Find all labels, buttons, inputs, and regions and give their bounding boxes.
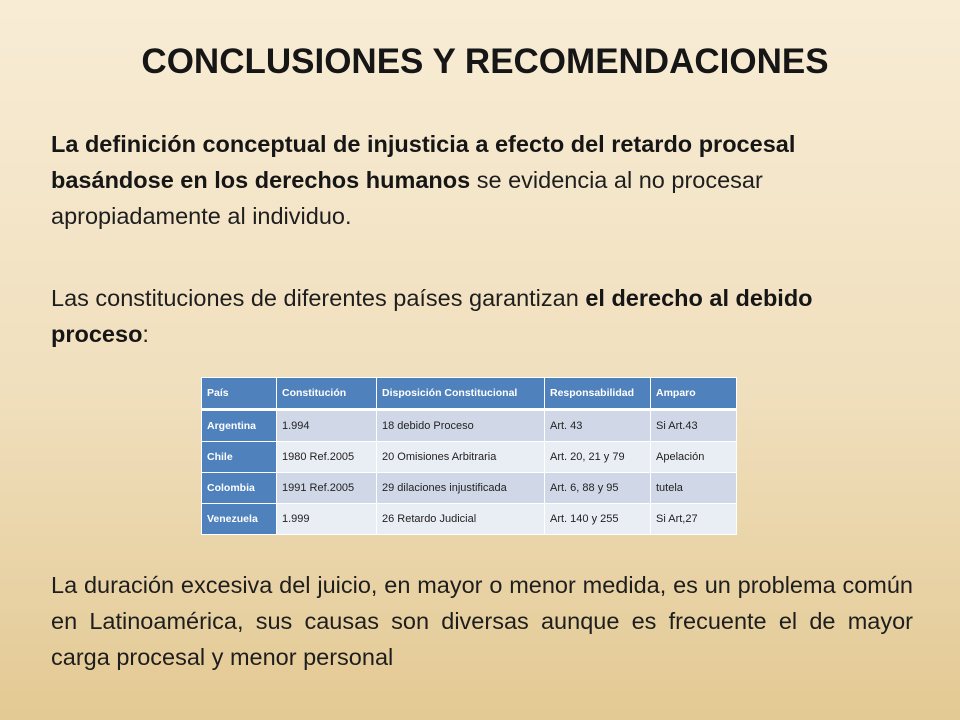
row-country: Colombia (202, 473, 277, 504)
paragraph-injustice-bold: La definición conceptual de injusticia a efecto del retardo procesal basándose en los derechos humanos (51, 131, 796, 193)
table-row (202, 442, 737, 473)
row-responsibility: Art. 43 (545, 410, 651, 442)
slide-title: CONCLUSIONES Y RECOMENDACIONES (141, 42, 829, 81)
table-row (202, 504, 737, 535)
paragraph-injustice-definition (51, 126, 913, 234)
row-responsibility: Art. 20, 21 y 79 (545, 442, 651, 473)
constitutions-table (201, 377, 737, 535)
row-constitution: 1.994 (277, 410, 377, 442)
row-provision: 26 Retardo Judicial (377, 504, 545, 535)
row-country: Venezuela (202, 504, 277, 535)
header-amparo: Amparo (651, 378, 737, 410)
row-provision: 18 debido Proceso (377, 410, 545, 442)
row-constitution: 1980 Ref.2005 (277, 442, 377, 473)
row-amparo: Si Art,27 (651, 504, 737, 535)
paragraph-constitutions (51, 280, 913, 352)
header-responsibility: Responsabilidad (545, 378, 651, 410)
table-header-row (202, 378, 737, 410)
row-provision: 20 Omisiones Arbitraria (377, 442, 545, 473)
header-provision: Disposición Constitucional (377, 378, 545, 410)
row-amparo: tutela (651, 473, 737, 504)
header-country: País (202, 378, 277, 410)
paragraph-excessive-duration: La duración excesiva del juicio, en mayor o menor medida, es un problema común en Latinoamérica, sus causas son diversas aunque es frecuente el de mayor carga procesal y menor personal (51, 572, 913, 670)
row-responsibility: Art. 6, 88 y 95 (545, 473, 651, 504)
row-country: Chile (202, 442, 277, 473)
paragraph-injustice-rest: se evidencia al no procesar apropiadamente al individuo. (51, 167, 763, 229)
paragraph-constitutions-bold: el derecho al debido proceso (51, 285, 813, 347)
table-row (202, 473, 737, 504)
paragraph-constitutions-pre: Las constituciones de diferentes países garantizan (51, 285, 586, 311)
row-constitution: 1.999 (277, 504, 377, 535)
row-country: Argentina (202, 410, 277, 442)
row-constitution: 1991 Ref.2005 (277, 473, 377, 504)
row-provision: 29 dilaciones injustificada (377, 473, 545, 504)
row-amparo: Apelación (651, 442, 737, 473)
header-constitution: Constitución (277, 378, 377, 410)
paragraph-constitutions-post: : (142, 321, 149, 347)
row-amparo: Si Art.43 (651, 410, 737, 442)
row-responsibility: Art. 140 y 255 (545, 504, 651, 535)
table-row (202, 410, 737, 442)
